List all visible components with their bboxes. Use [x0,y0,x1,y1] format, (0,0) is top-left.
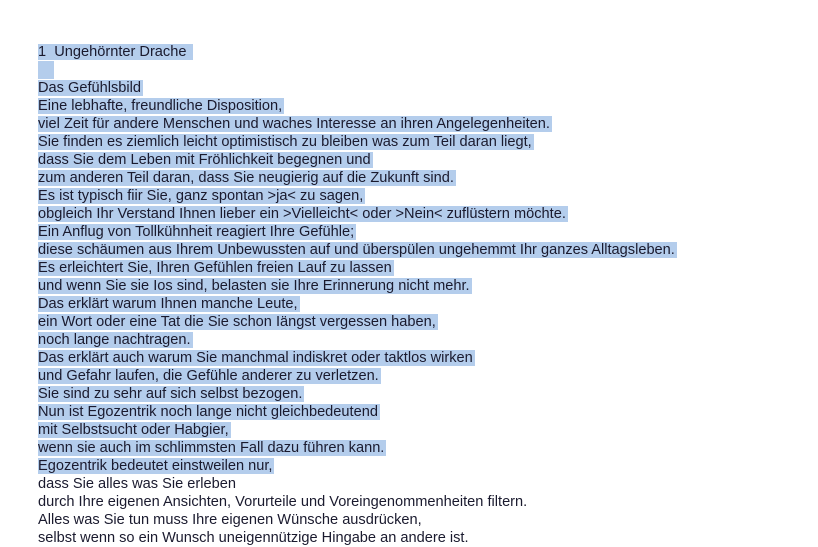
text-line[interactable] [38,223,808,241]
text-line-content: viel Zeit für andere Menschen und waches Interesse an ihren Angelegenheiten. [38,116,550,132]
text-line[interactable] [38,313,808,331]
text-line[interactable] [38,133,808,151]
text-line-content: Das Gefühlsbild [38,80,142,96]
text-line[interactable] [38,61,808,79]
text-line[interactable] [38,259,808,277]
text-line-content: noch lange nachtragen. [38,332,191,348]
text-line[interactable] [38,151,808,169]
text-line[interactable] [38,43,808,61]
text-line[interactable] [38,187,808,205]
text-line-content: Das erklärt auch warum Sie manchmal indiskret oder taktlos wirken [38,350,473,366]
text-line[interactable] [38,277,808,295]
text-line[interactable] [38,205,808,223]
text-line-content: Nun ist Egozentrik noch lange nicht gleichbedeutend [38,404,378,420]
text-line-content: Das erklärt warum Ihnen manche Leute, [38,296,298,312]
text-line-content: dass Sie dem Leben mit Fröhlichkeit begegnen und [38,152,371,168]
text-line[interactable] [38,367,808,385]
text-line[interactable] [38,79,808,97]
text-line-content: Es erleichtert Sie, Ihren Gefühlen freien Lauf zu lassen [38,260,392,276]
text-line-content: Egozentrik bedeutet einstweilen nur, [38,458,273,474]
text-line[interactable] [38,511,808,529]
text-line-content: selbst wenn so ein Wunsch uneigennützige Hingabe an andere ist. [38,530,469,546]
text-line[interactable] [38,97,808,115]
text-line-content: obgleich Ihr Verstand Ihnen lieber ein >Vielleicht< oder >Nein< zuflüstern möchte. [38,206,566,222]
text-line-content: Eine lebhafte, freundliche Disposition, [38,98,283,114]
text-line-content: durch Ihre eigenen Ansichten, Vorurteile und Voreingenommenheiten filtern. [38,494,528,510]
text-line[interactable] [38,403,808,421]
text-line[interactable] [38,493,808,511]
text-line[interactable] [38,439,808,457]
text-line[interactable] [38,349,808,367]
text-line-content: Alles was Sie tun muss Ihre eigenen Wünsche ausdrücken, [38,512,422,528]
text-line-content: mit Selbstsucht oder Habgier, [38,422,229,438]
text-line[interactable] [38,421,808,439]
text-line-content [38,61,54,79]
text-line-content: und wenn Sie sie Ios sind, belasten sie Ihre Erinnerung nicht mehr. [38,278,470,294]
text-line-content: diese schäumen aus Ihrem Unbewussten auf und überspülen ungehemmt Ihr ganzes Alltagsleben. [38,242,675,258]
text-line[interactable] [38,169,808,187]
text-line-content: 1 Ungehörnter Drache [38,44,191,60]
text-line-content: Sie sind zu sehr auf sich selbst bezogen. [38,386,303,402]
text-line[interactable] [38,331,808,349]
text-line[interactable] [38,385,808,403]
text-line[interactable] [38,457,808,475]
document-body[interactable] [38,43,808,547]
text-line-content: zum anderen Teil daran, dass Sie neugierig auf die Zukunft sind. [38,170,454,186]
text-line[interactable] [38,241,808,259]
text-line-content: Ein Anflug von Tollkühnheit reagiert Ihre Gefühle; [38,224,355,240]
text-line-content: wenn sie auch im schlimmsten Fall dazu führen kann. [38,440,385,456]
text-line[interactable] [38,115,808,133]
text-line-content: dass Sie alles was Sie erleben [38,476,236,492]
text-line-content: Es ist typisch fiir Sie, ganz spontan >ja< zu sagen, [38,188,364,204]
text-line-content: und Gefahr laufen, die Gefühle anderer zu verletzen. [38,368,379,384]
text-line-content: Sie finden es ziemlich leicht optimistisch zu bleiben was zum Teil daran liegt, [38,134,532,150]
text-line-content: ein Wort oder eine Tat die Sie schon Iängst vergessen haben, [38,314,436,330]
text-line[interactable] [38,475,808,493]
text-line[interactable] [38,295,808,313]
text-line[interactable] [38,529,808,547]
